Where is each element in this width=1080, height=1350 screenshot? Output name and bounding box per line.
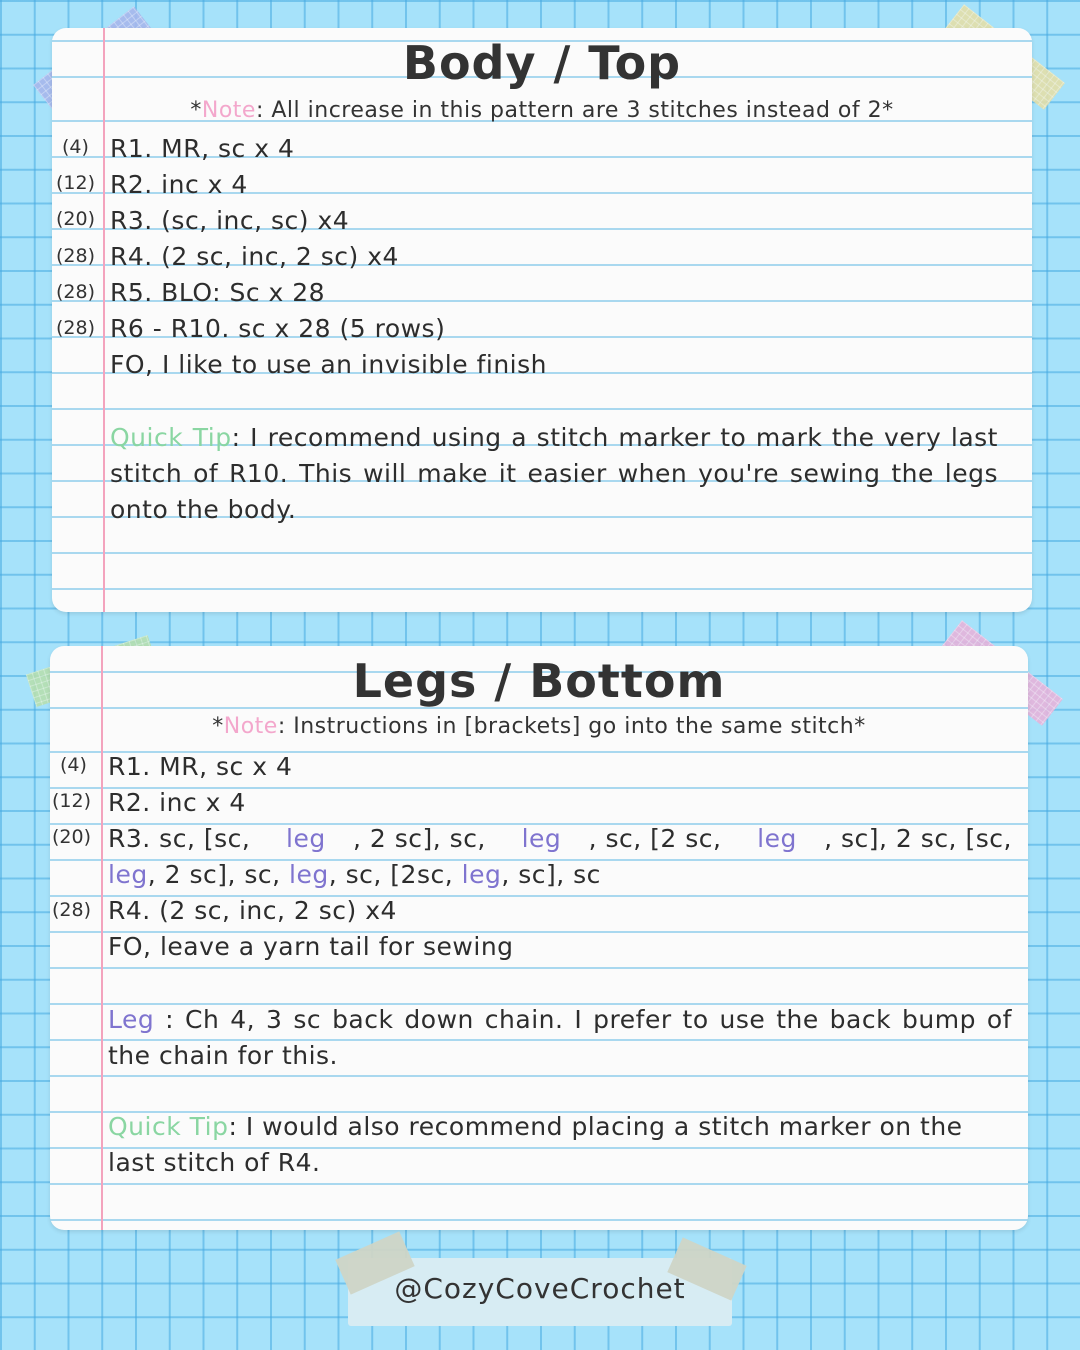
row-count: (12): [52, 790, 92, 812]
social-handle: @CozyCoveCrochet: [394, 1272, 686, 1305]
body-top-card: [52, 28, 1032, 612]
pattern-row: R1. MR, sc x 4: [108, 752, 293, 781]
row-count: (28): [56, 245, 96, 267]
row-count: (4): [60, 754, 87, 776]
legs-bottom-card: [50, 646, 1028, 1230]
pattern-row: R2. inc x 4: [108, 788, 246, 817]
row-count: (28): [56, 317, 96, 339]
pattern-row: R1. MR, sc x 4: [110, 134, 295, 163]
legs-title: Legs / Bottom: [352, 654, 726, 708]
finish-instruction: FO, leave a yarn tail for sewing: [108, 932, 514, 961]
pattern-row: R6 - R10. sc x 28 (5 rows): [110, 314, 446, 343]
row-count: (20): [56, 208, 96, 230]
row-count: (4): [62, 136, 89, 158]
row-count: (28): [56, 281, 96, 303]
row-count: (28): [52, 899, 92, 921]
pattern-row-r3-line1: R3. sc, [sc, leg , 2 sc], sc, leg , sc, [2 sc, leg , sc], 2 sc, [sc,: [108, 824, 1012, 853]
finish-instruction: FO, I like to use an invisible finish: [110, 350, 547, 379]
quick-tip: Quick Tip: I would also recommend placing a stitch marker on the last stitch of R4.: [108, 1112, 963, 1177]
leg-instruction: Leg : Ch 4, 3 sc back down chain. I prefer to use the back bump of the chain for this.: [108, 1005, 1012, 1070]
pattern-row: R4. (2 sc, inc, 2 sc) x4: [110, 242, 399, 271]
pattern-row-r3-line2: leg, 2 sc], sc, leg, sc, [2sc, leg, sc], sc: [108, 860, 601, 889]
pattern-row: R2. inc x 4: [110, 170, 248, 199]
pattern-row: R3. (sc, inc, sc) x4: [110, 206, 350, 235]
legs-note: *Note: Instructions in [brackets] go into the same stitch*: [212, 714, 866, 739]
body-title: Body / Top: [402, 36, 682, 90]
row-count: (20): [52, 826, 92, 848]
pattern-row: R4. (2 sc, inc, 2 sc) x4: [108, 896, 397, 925]
row-count: (12): [56, 172, 96, 194]
quick-tip: Quick Tip: I recommend using a stitch marker to mark the very last stitch of R10. This will make it easier when you're sewing the legs onto the body.: [110, 423, 998, 524]
pattern-row: R5. BLO: Sc x 28: [110, 278, 326, 307]
body-note: *Note: All increase in this pattern are 3 stitches instead of 2*: [190, 98, 894, 123]
